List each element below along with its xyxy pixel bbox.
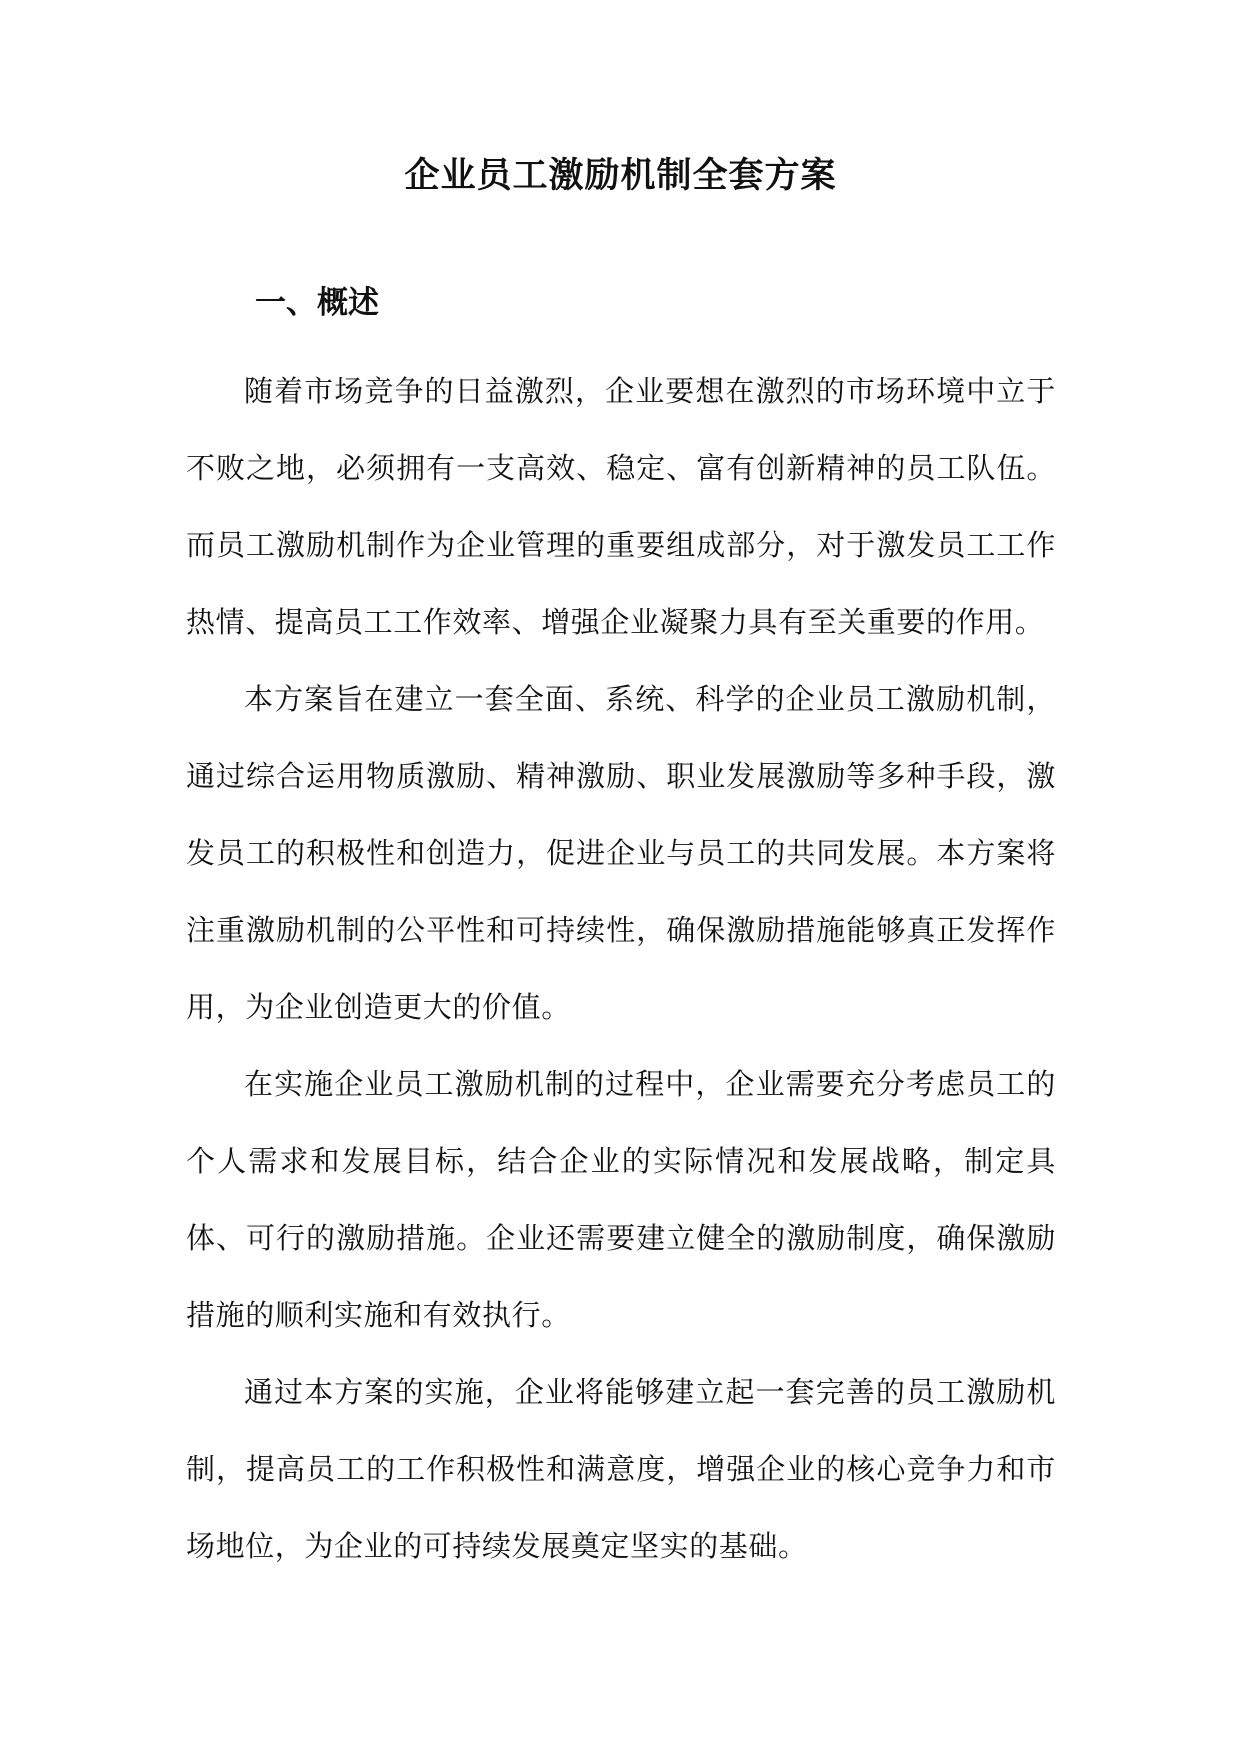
section-body: [186, 353, 1056, 1585]
paragraph-2: 本方案旨在建立一套全面、系统、科学的企业员工激励机制，通过综合运用物质激励、精神激励、职业发展激励等多种手段，激发员工的积极性和创造力，促进企业与员工的共同发展。本方案将注重激励机制的公平性和可持续性，确保激励措施能够真正发挥作用，为企业创造更大的价值。: [186, 682, 1056, 1024]
document-title: 企业员工激励机制全套方案: [404, 155, 837, 196]
section-heading: 一、概述: [255, 285, 379, 321]
paragraph-1: 随着市场竞争的日益激烈，企业要想在激烈的市场环境中立于不败之地，必须拥有一支高效、稳定、富有创新精神的员工队伍。而员工激励机制作为企业管理的重要组成部分，对于激发员工工作热情、提高员工工作效率、增强企业凝聚力具有至关重要的作用。: [186, 374, 1056, 639]
paragraph-4: 通过本方案的实施，企业将能够建立起一套完善的员工激励机制，提高员工的工作积极性和满意度，增强企业的核心竞争力和市场地位，为企业的可持续发展奠定坚实的基础。: [186, 1375, 1056, 1563]
paragraph-3: 在实施企业员工激励机制的过程中，企业需要充分考虑员工的个人需求和发展目标，结合企业的实际情况和发展战略，制定具体、可行的激励措施。企业还需要建立健全的激励制度，确保激励措施的顺利实施和有效执行。: [186, 1067, 1056, 1332]
